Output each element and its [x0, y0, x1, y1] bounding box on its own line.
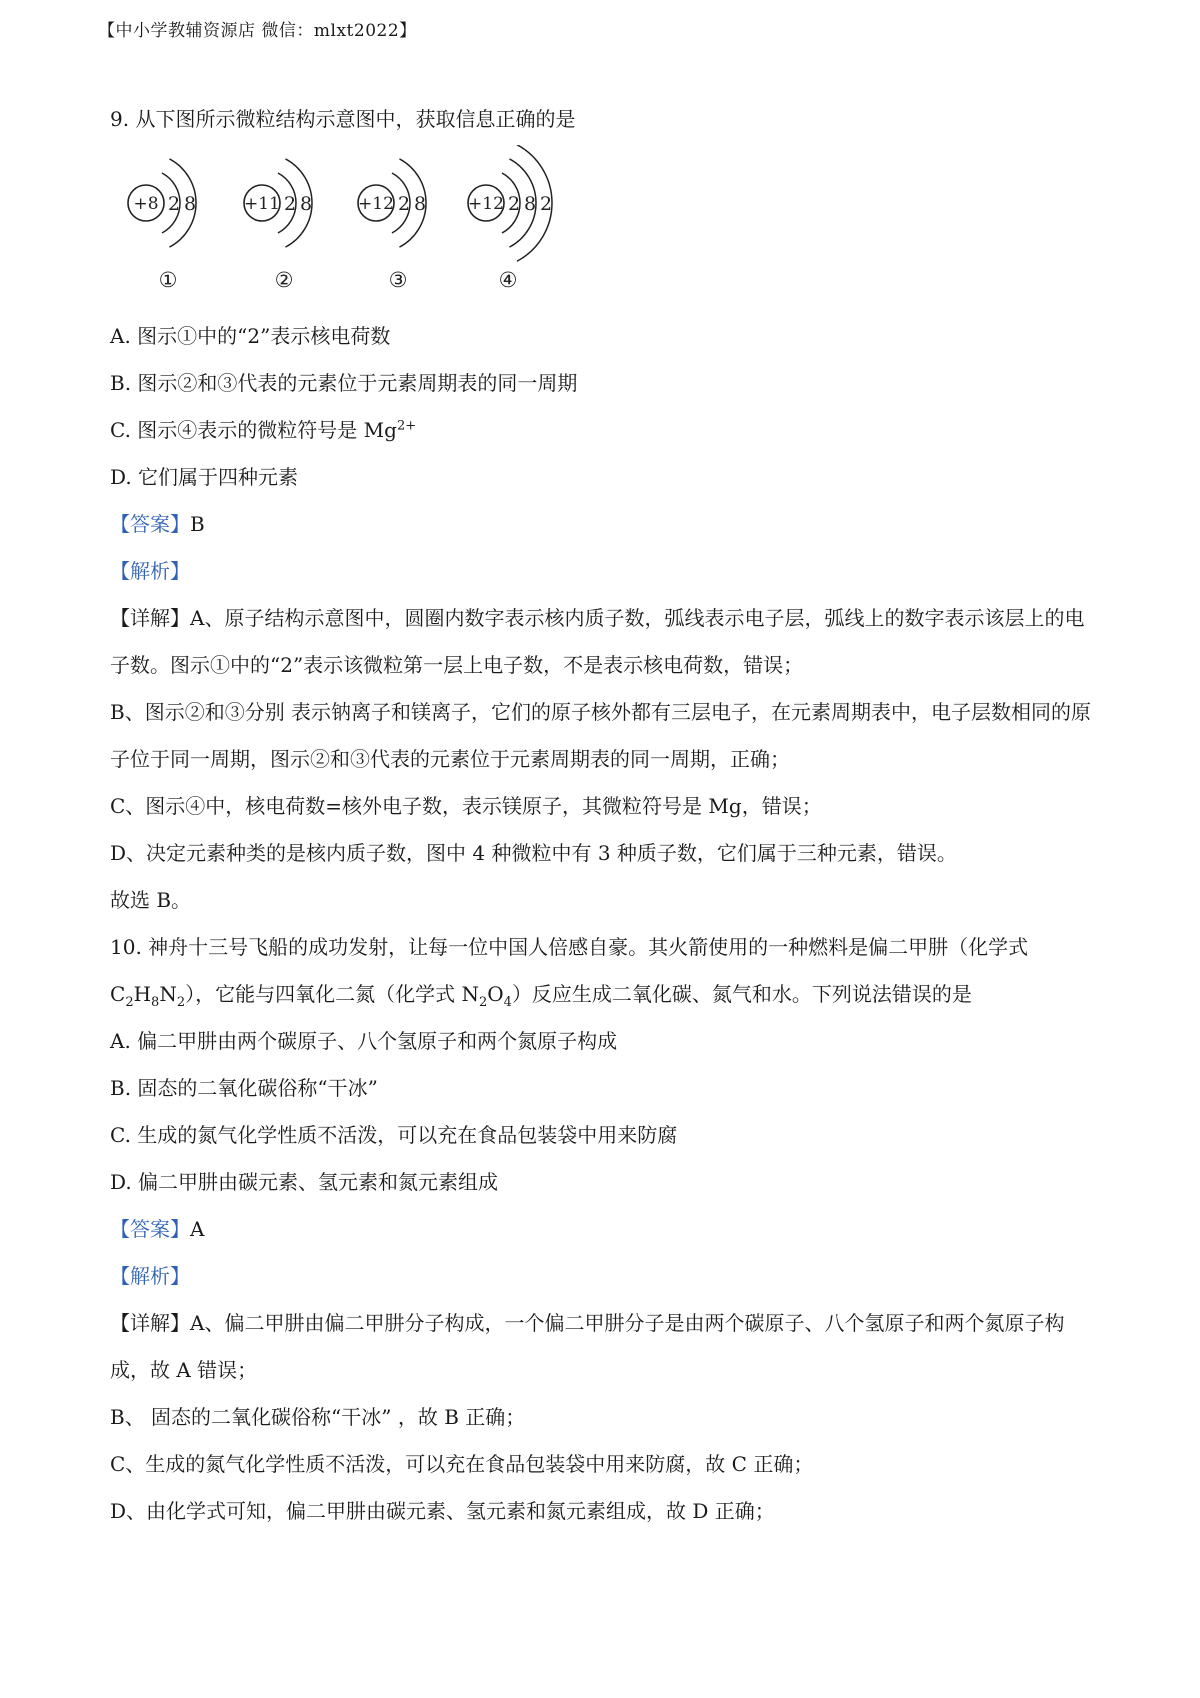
q10-stem-line2: $C_2H_8N_2$），它能与四氧化二氮（化学式 $N_2O_4$）反应生成二氧化碳、氮气和水。下列说法错误的是: [110, 982, 972, 1010]
q9-option-d: D. 它们属于四种元素: [110, 465, 299, 489]
nucleus-charge: +8: [133, 194, 159, 214]
q10-detail-c: C、生成的氮气化学性质不活泼，可以充在食品包装袋中用来防腐，故 C 正确；: [110, 1452, 814, 1476]
q10-detail-a: 【详解】A、偏二甲肼由偏二甲肼分子构成，一个偏二甲肼分子是由两个碳原子、八个氢原子和两个氮原子构成，故 A 错误；: [110, 1311, 1065, 1382]
q9-detail-c: C、图示④中，核电荷数=核外电子数，表示镁原子，其微粒符号是 Mg，错误；: [110, 794, 822, 818]
diagram-label: ③: [388, 268, 408, 292]
page-header: 【中小学教辅资源店 微信：mlxt2022】: [98, 21, 417, 41]
q9-conclusion: 故选 B。: [110, 888, 192, 912]
q10-answer: [110, 1206, 1100, 1253]
q9-option-c-charge: 2+: [396, 418, 417, 434]
shell-electron-count: 2: [397, 193, 411, 215]
shell-electron-count: 2: [539, 193, 553, 215]
shell-electron-count: 8: [523, 193, 537, 215]
shell-electron-count: 2: [507, 193, 521, 215]
q9-stem: 9. 从下图所示微粒结构示意图中，获取信息正确的是: [110, 107, 576, 131]
q10-option-a: A. 偏二甲肼由两个碳原子、八个氢原子和两个氮原子构成: [110, 1029, 618, 1053]
formula-c2h8n2: $C_2H_8N_2$: [110, 982, 186, 1010]
q9-detail-a: 【详解】A、原子结构示意图中，圆圈内数字表示核内质子数，弧线表示电子层，弧线上的数字表示该层上的电子数。图示①中的“2”表示该微粒第一层上电子数，不是表示核电荷数，错误；: [110, 606, 1085, 677]
q10-option-d: D. 偏二甲肼由碳元素、氢元素和氮元素组成: [110, 1170, 499, 1194]
shell-electron-count: 2: [283, 193, 297, 215]
q10-detail-b: B、 固态的二氧化碳俗称“干冰” ，故 B 正确；: [110, 1405, 526, 1429]
shell-electron-count: 8: [413, 193, 427, 215]
q9-option-c-text: C. 图示④表示的微粒符号是 Mg: [110, 418, 397, 442]
atom-diagram-svg: [110, 145, 630, 307]
nucleus-charge: +12: [468, 194, 504, 214]
diagram-label: ①: [158, 268, 178, 292]
q10-detail-d: D、由化学式可知，偏二甲肼由碳元素、氢元素和氮元素组成，故 D 正确；: [110, 1499, 775, 1523]
q10-option-b: B. 固态的二氧化碳俗称“干冰”: [110, 1076, 378, 1100]
nucleus-charge: +12: [358, 194, 394, 214]
q9-answer-tag: 【答案】: [110, 512, 190, 536]
atom-diagram-2: [244, 159, 312, 292]
q9-answer: [110, 501, 1100, 548]
q9-option-b: B. 图示②和③代表的元素位于元素周期表的同一周期: [110, 371, 578, 395]
q10-analysis-tag: 【解析】: [110, 1264, 190, 1288]
q9-analysis-tag: 【解析】: [110, 559, 190, 583]
q9-option-a: A. 图示①中的“2”表示核电荷数: [110, 324, 391, 348]
q10-stem-line1: 10. 神舟十三号飞船的成功发射，让每一位中国人倍感自豪。其火箭使用的一种燃料是偏二甲肼（化学式: [110, 935, 1029, 959]
q9-option-c: [110, 407, 1100, 454]
q10-option-c: C. 生成的氮气化学性质不活泼，可以充在食品包装袋中用来防腐: [110, 1123, 678, 1147]
shell-electron-count: 8: [299, 193, 313, 215]
q9-detail-b: B、图示②和③分别 表示钠离子和镁离子，它们的原子核外都有三层电子，在元素周期表中，电子层数相同的原子位于同一周期，图示②和③代表的元素位于元素周期表的同一周期，正确；: [110, 700, 1092, 771]
diagram-label: ②: [274, 268, 294, 292]
q10-answer-value: A: [190, 1217, 205, 1241]
atom-diagram-3: [358, 159, 426, 292]
q9-answer-value: B: [190, 512, 205, 536]
document-body: [110, 96, 1100, 1535]
diagram-label: ④: [498, 268, 518, 292]
atom-structure-diagrams: [110, 145, 1100, 307]
shell-electron-count: 2: [167, 193, 181, 215]
formula-n2o4: $N_2O_4$: [461, 982, 512, 1010]
atom-diagram-4: [468, 145, 552, 292]
q10-answer-tag: 【答案】: [110, 1217, 190, 1241]
q9-detail-d: D、决定元素种类的是核内质子数，图中 4 种微粒中有 3 种质子数，它们属于三种元素，错误。: [110, 841, 957, 865]
nucleus-charge: +11: [244, 194, 280, 214]
shell-electron-count: 8: [183, 193, 197, 215]
atom-diagram-1: [128, 159, 196, 292]
